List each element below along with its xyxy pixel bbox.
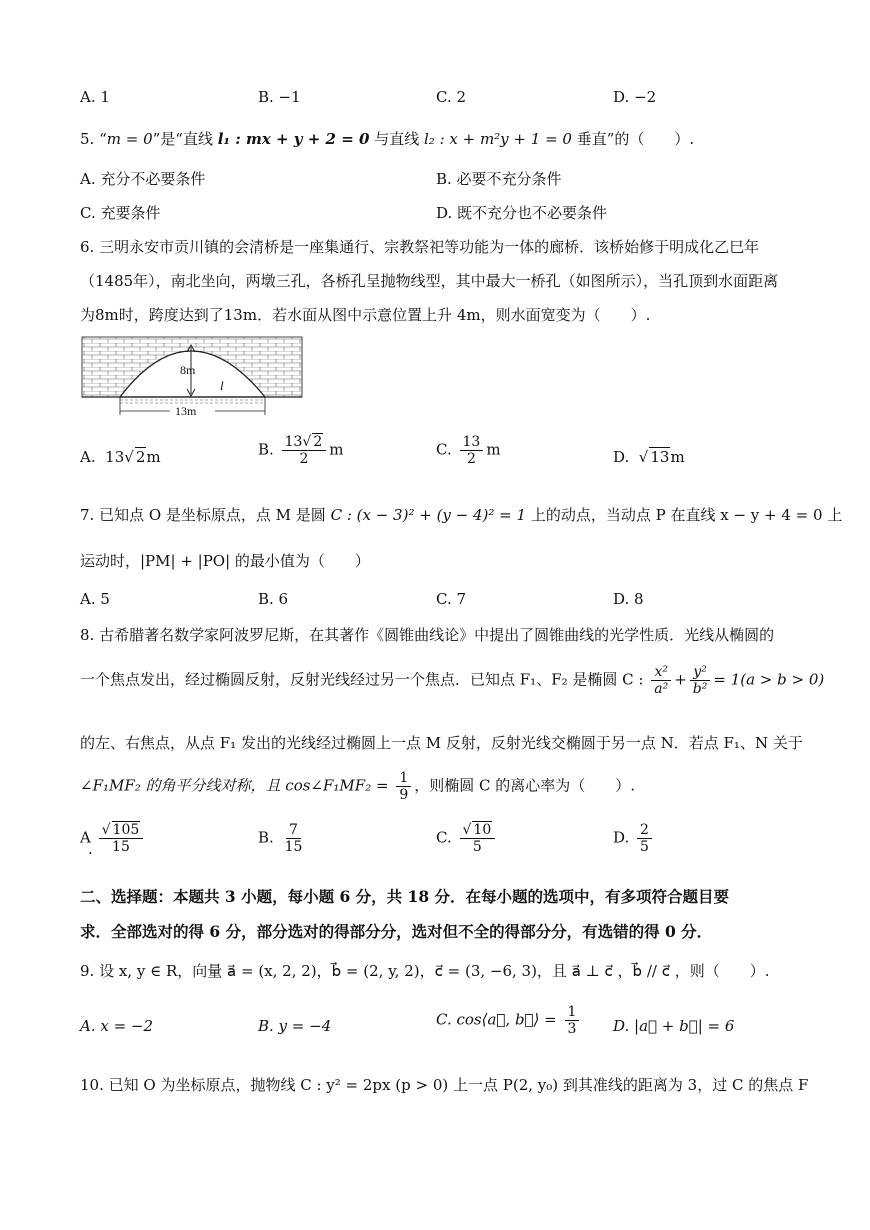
section2-heading-line1: 二、选择题：本题共 3 小题，每小题 6 分，共 18 分．在每小题的选项中，有多项符合题目要 — [80, 887, 730, 906]
height-label: 8m — [180, 363, 196, 377]
q5-option-b: B. 必要不充分条件 — [436, 170, 562, 188]
q5-stem: 5. “m = 0”是“直线 l₁ : mx + y + 2 = 0 与直线 l₂ : x + m²y + 1 = 0 垂直”的（ ）. — [80, 130, 695, 148]
q4-option-d: D. −2 — [613, 88, 657, 106]
q6-option-b: B. $\frac{13√ 2}{2}$ m — [258, 434, 344, 468]
q10-stem-line1: 10. 已知 O 为坐标原点，抛物线 C : y² = 2px (p > 0) 上一点 P(2, y₀) 到其准线的距离为 3，过 C 的焦点 F — [80, 1076, 809, 1094]
section2-heading-line2: 求．全部选对的得 6 分，部分选对的得部分分，选对但不全的得部分分，有选错的得 0 分． — [80, 922, 713, 941]
q4-option-a: A. 1 — [80, 88, 110, 106]
q9-option-b: B. y = −4 — [258, 1017, 332, 1035]
q9-stem: 9. 设 x, y ∈ R，向量 a⃗ = (x, 2, 2)，b⃗ = (2, y, 2)，c⃗ = (3, −6, 3)，且 a⃗ ⊥ c⃗ ，b⃗ // c⃗ ，则（ ）. — [80, 962, 770, 980]
span-label: 13m — [175, 404, 197, 418]
q9-option-a: A. x = −2 — [80, 1017, 154, 1035]
q7-stem-line2: 运动时，|PM| + |PO| 的最小值为（ ） — [80, 552, 370, 570]
q5-option-d: D. 既不充分也不必要条件 — [436, 204, 608, 222]
q8-stem-line4: ∠F₁MF₂ 的角平分线对称，且 cos∠F₁MF₂ = $\frac{1}{9}$ ，则椭圆 C 的离心率为（ ）. — [80, 770, 636, 804]
line-label: l — [220, 378, 224, 393]
q7-option-b: B. 6 — [258, 590, 289, 608]
q5-option-c: C. 充要条件 — [80, 204, 161, 222]
q4-option-b: B. −1 — [258, 88, 301, 106]
q6-option-a: A. 13√ 2m — [80, 448, 161, 466]
q8-option-d: D. $\frac{2}{5}$ — [613, 822, 655, 855]
q5-option-a: A. 充分不必要条件 — [80, 170, 206, 188]
q6-option-d: D. √ 13m — [613, 448, 685, 466]
q7-option-d: D. 8 — [613, 590, 644, 608]
q7-option-a: A. 5 — [80, 590, 110, 608]
q6-option-c: C. $\frac{13}{2}$ m — [436, 434, 501, 468]
q8-option-c: C. $\frac{√ 10}{5}$ — [436, 822, 498, 855]
q7-stem-line1: 7. 已知点 O 是坐标原点，点 M 是圆 C : (x − 3)² + (y − 4)² = 1 上的动点，当动点 P 在直线 x − y + 4 = 0 上 — [80, 506, 843, 524]
q9-option-d: D. |a⃗ + b⃗| = 6 — [613, 1017, 735, 1035]
q6-stem-line1: 6. 三明永安市贡川镇的会清桥是一座集通行、宗教祭祀等功能为一体的廊桥．该桥始修于明成化乙巳年 — [80, 238, 760, 256]
q7-option-c: C. 7 — [436, 590, 467, 608]
q8-option-b: B. $\frac{7}{15}$ — [258, 822, 303, 856]
q8-stem-line2: 一个焦点发出，经过椭圆反射，反射光线经过另一个焦点．已知点 F₁、F₂ 是椭圆 C : $\frac{\text{x²}}{\text{a²}}$ + $\frac{\text{y²}}{\text{b²}}$ = 1(a > b > 0) — [80, 664, 825, 698]
q8-option-a-dot: . — [88, 840, 93, 858]
q8-stem-line3: 的左、右焦点，从点 F₁ 发出的光线经过椭圆上一点 M 反射，反射光线交椭圆于另一点 N．若点 F₁、N 关于 — [80, 734, 803, 752]
q6-stem-line3: 为8m时，跨度达到了13m．若水面从图中示意位置上升 4m，则水面宽变为（ ）. — [80, 306, 651, 324]
q4-option-c: C. 2 — [436, 88, 467, 106]
q8-option-a: A $\frac{√ 105}{15}$ — [80, 822, 146, 855]
q6-stem-line2: （1485年），南北坐向，两墩三孔，各桥孔呈抛物线型，其中最大一桥孔（如图所示），当孔顶到水面距离 — [80, 272, 779, 290]
q8-stem-line1: 8. 古希腊著名数学家阿波罗尼斯，在其著作《圆锥曲线论》中提出了圆锥曲线的光学性质．光线从椭圆的 — [80, 626, 775, 644]
q9-option-c: C. cos⟨a⃗, b⃗⟩ = $\frac{1}{3}$ — [436, 1004, 582, 1037]
bridge-figure — [80, 335, 305, 420]
